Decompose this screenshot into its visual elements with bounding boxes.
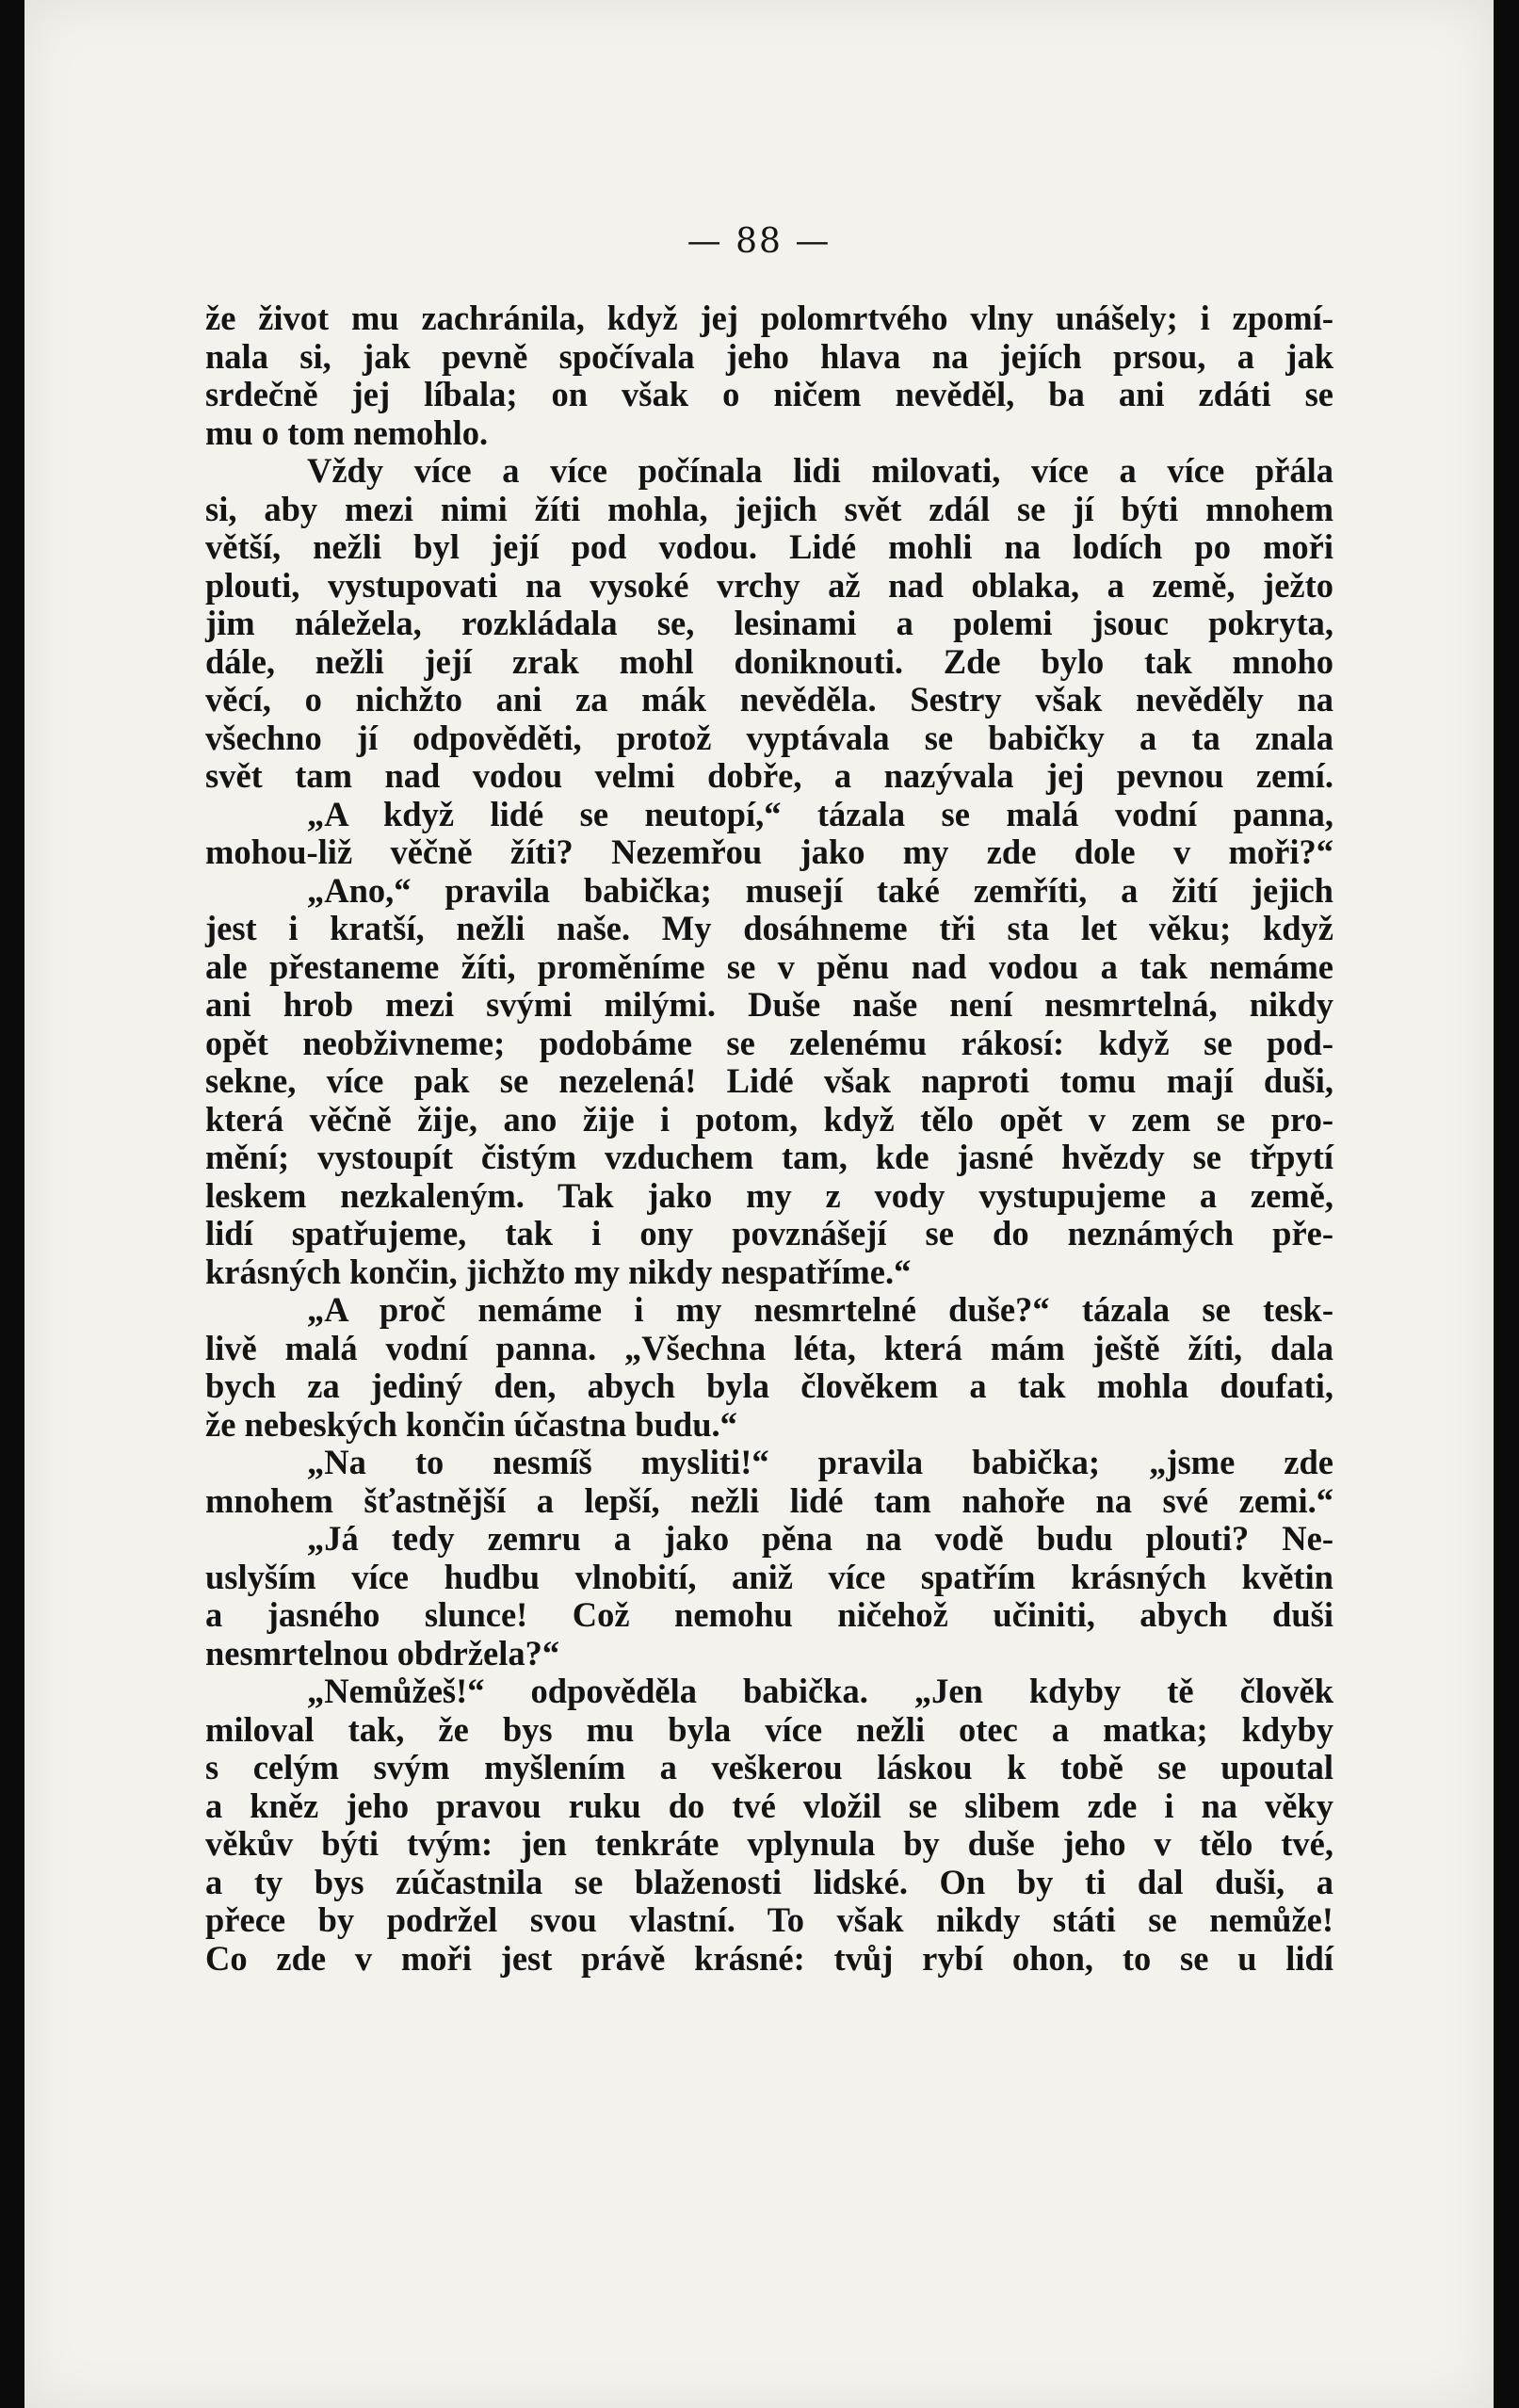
text-line: srdečně jej líbala; on však o ničem nevěděl, ba ani zdáti se (205, 375, 1333, 413)
text-line: svět tam nad vodou velmi dobře, a nazývala jej pevnou zemí. (205, 756, 1333, 795)
text-line: jim náležela, rozkládala se, lesinami a polemi jsouc pokryta, (205, 604, 1333, 642)
text-line: opět neobživneme; podobáme se zelenému rákosí: když se pod- (205, 1023, 1333, 1062)
text-line: přece by podržel svou vlastní. To však nikdy státi se nemůže! (205, 1900, 1333, 1939)
text-line: ale přestaneme žíti, proměníme se v pěnu nad vodou a tak nemáme (205, 946, 1333, 986)
text-line: sekne, více pak se nezelená! Lidé však naproti tomu mají duši, (205, 1061, 1333, 1100)
text-line: a kněz jeho pravou ruku do tvé vložil se slibem zde i na věky (205, 1786, 1333, 1825)
text-line: „Ano,“ pravila babička; musejí také zemříti, a žití jejich (307, 870, 1333, 910)
text-line: že život mu zachránila, když jej polomrtvého vlny unášely; i zpomí- (205, 299, 1333, 337)
text-line: všechno jí odpověděti, protož vyptávala se babičky a ta znala (205, 718, 1333, 757)
text-line: Co zde v moři jest právě krásné: tvůj rybí ohon, to se u lidí (205, 1938, 1333, 1978)
text-line: nesmrtelnou obdržela?“ (205, 1633, 560, 1673)
book-page (24, 0, 1494, 2408)
text-line: Vždy více a více počínala lidi milovati, více a více přála (307, 451, 1333, 490)
text-line: leskem nezkaleným. Tak jako my z vody vystupujeme a země, (205, 1175, 1333, 1215)
page-number: — 88 — (687, 222, 832, 261)
text-line: plouti, vystupovati na vysoké vrchy až nad oblaka, a země, ježto (205, 565, 1333, 605)
text-line: lidí spatřujeme, tak i ony povznášejí se do neznámých pře- (205, 1214, 1333, 1252)
text-line: ani hrob mezi svými milými. Duše naše není nesmrtelná, nikdy (205, 985, 1333, 1024)
text-line: si, aby mezi nimi žíti mohla, jejich svět zdál se jí býti mnohem (205, 489, 1333, 528)
text-line: větší, nežli byl její pod vodou. Lidé mohli na lodích po moři (205, 527, 1333, 566)
text-line: dále, nežli její zrak mohl doniknouti. Zde bylo tak mnoho (205, 641, 1333, 681)
text-line: a ty bys zúčastnila se blaženosti lidské. On by ti dal duši, a (205, 1862, 1333, 1901)
text-line: věkův býti tvým: jen tenkráte vplynula by duše jeho v tělo tvé, (205, 1824, 1333, 1863)
text-line: bych za jediný den, abych byla člověkem a tak mohla doufati, (205, 1366, 1333, 1405)
text-line: livě malá vodní panna. „Všechna léta, která mám ještě žíti, dala (205, 1328, 1333, 1367)
text-line: mnohem šťastnější a lepší, nežli lidé tam nahoře na své zemi.“ (205, 1480, 1333, 1520)
text-line: „A proč nemáme i my nesmrtelné duše?“ tázala se tesk- (307, 1290, 1333, 1329)
text-line: s celým svým myšlením a veškerou láskou k tobě se upoutal (205, 1748, 1333, 1786)
body-text (205, 299, 1333, 1978)
text-line: „Já tedy zemru a jako pěna na vodě budu plouti? Ne- (307, 1519, 1333, 1558)
text-line: a jasného slunce! Což nemohu ničehož učiniti, abych duši (205, 1595, 1333, 1634)
text-line: mění; vystoupít čistým vzduchem tam, kde jasné hvězdy se třpytí (205, 1138, 1333, 1176)
text-line: která věčně žije, ano žije i potom, když tělo opět v zem se pro- (205, 1099, 1333, 1139)
text-line: mohou-liž věčně žíti? Nezemřou jako my zde dole v moři?“ (205, 832, 1333, 871)
text-line: „Nemůžeš!“ odpověděla babička. „Jen kdyby tě člověk (307, 1672, 1333, 1710)
text-line: krásných končin, jichžto my nikdy nespatříme.“ (205, 1252, 912, 1291)
text-line: jest i kratší, nežli naše. My dosáhneme tři sta let věku; když (205, 909, 1333, 947)
text-line: věcí, o nichžto ani za mák nevěděla. Sestry však nevěděly na (205, 680, 1333, 719)
text-line: nala si, jak pevně spočívala jeho hlava na jejích prsou, a jak (205, 336, 1333, 376)
text-line: uslyším více hudbu vlnobití, aniž více spatřím krásných květin (205, 1557, 1333, 1596)
text-line: „Na to nesmíš mysliti!“ pravila babička; „jsme zde (307, 1443, 1333, 1481)
text-line: „A když lidé se neutopí,“ tázala se malá vodní panna, (307, 794, 1333, 833)
text-line: že nebeských končin účastna budu.“ (205, 1404, 737, 1444)
text-line: miloval tak, že bys mu byla více nežli otec a matka; kdyby (205, 1709, 1333, 1749)
text-line: mu o tom nemohlo. (205, 412, 489, 452)
